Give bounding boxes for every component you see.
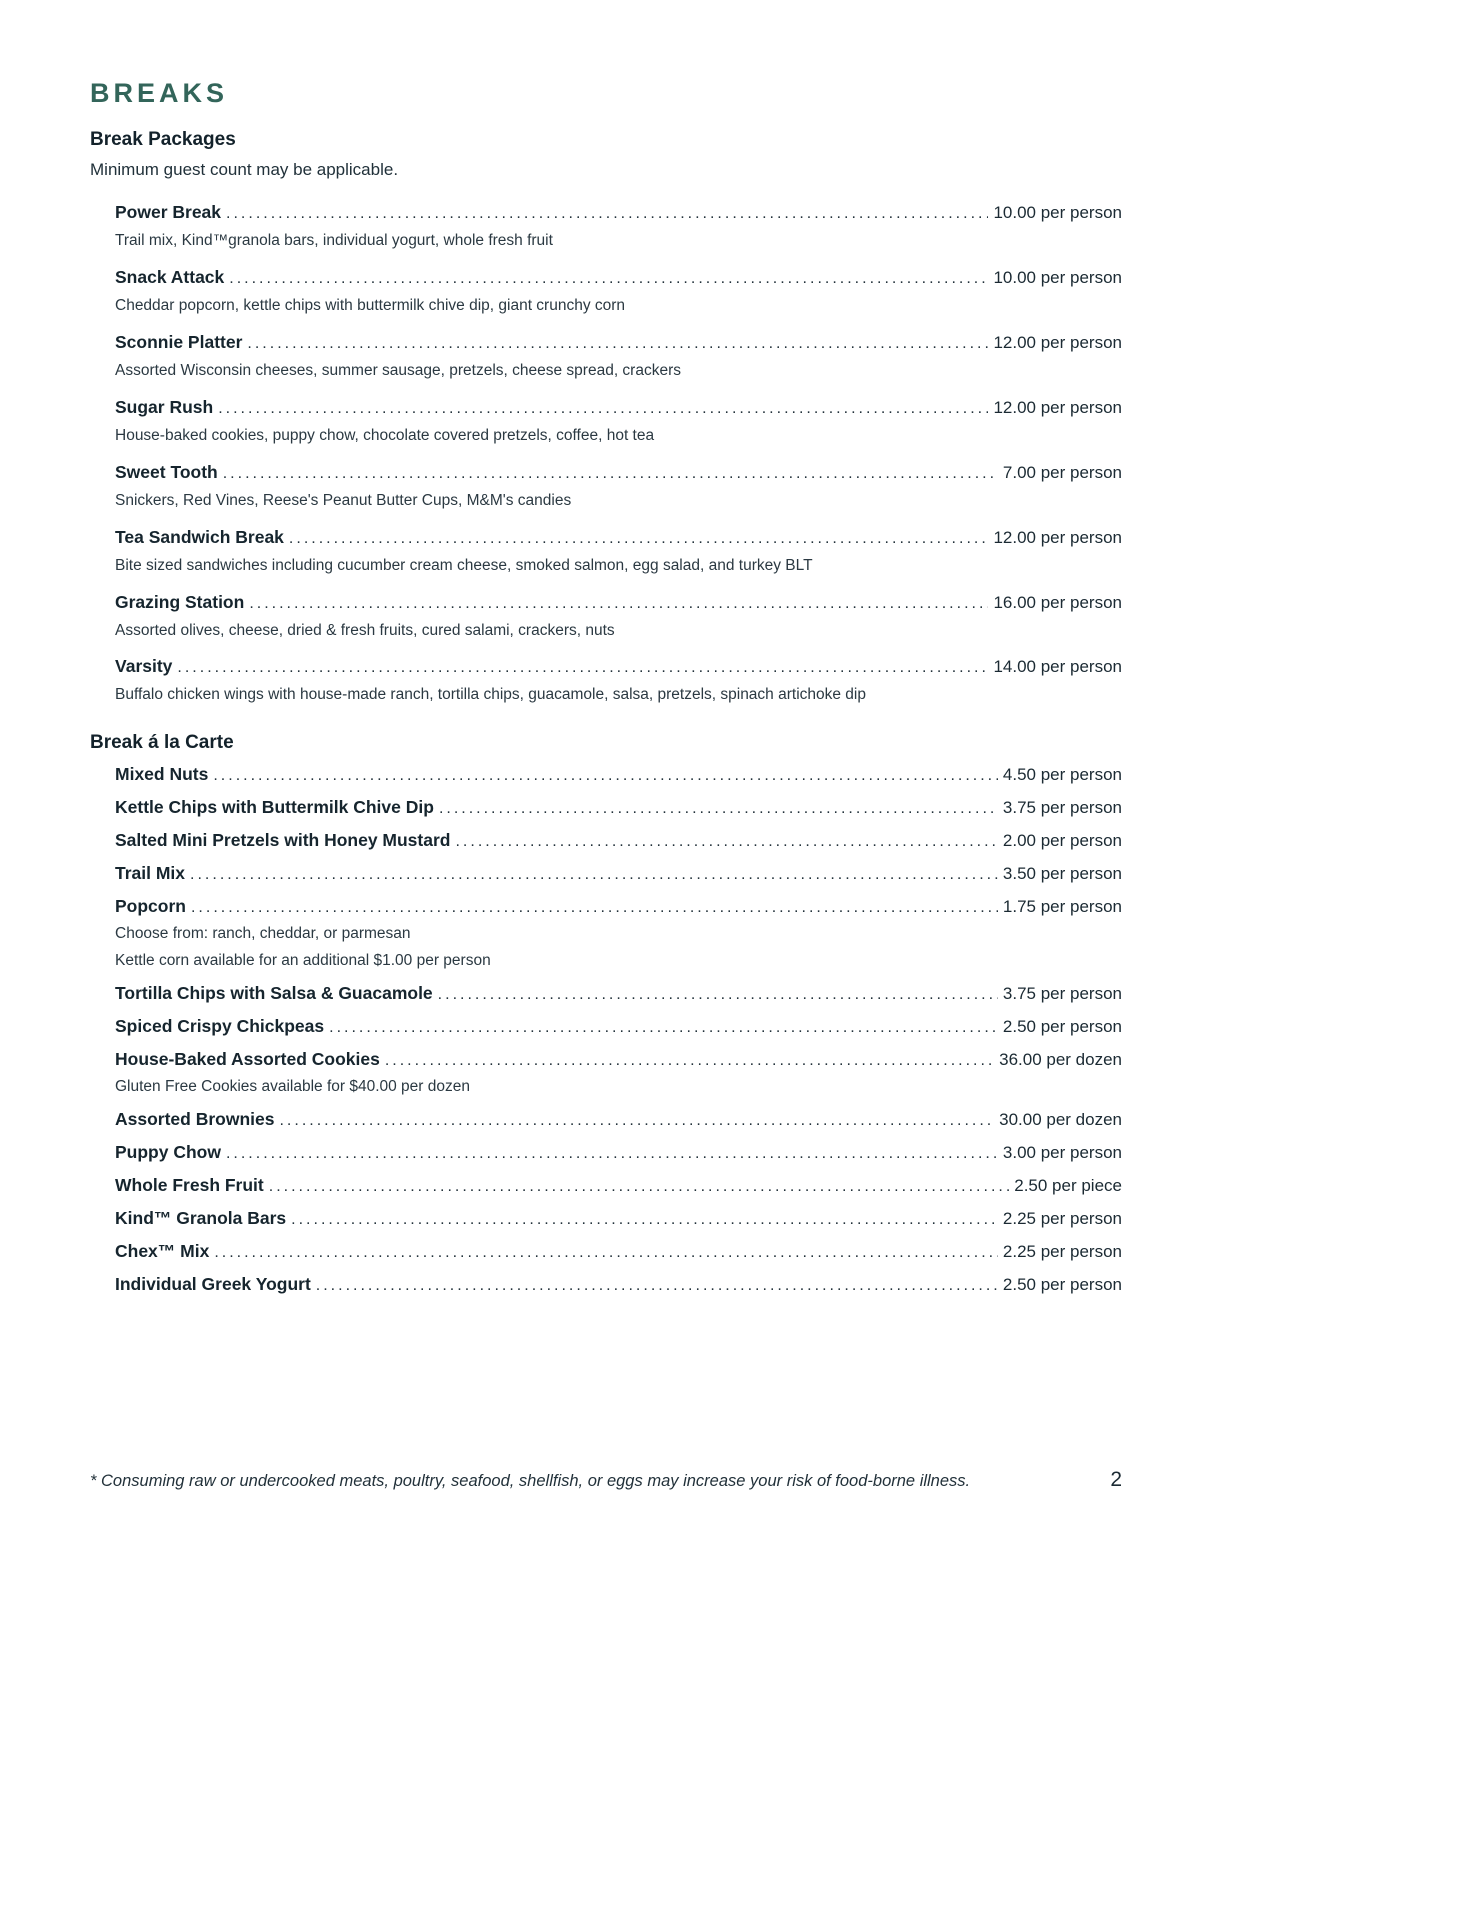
item-name: Sconnie Platter (115, 331, 243, 352)
dot-leader (385, 1049, 994, 1072)
menu-item-row (115, 200, 1122, 226)
menu-item (115, 763, 1122, 787)
menu-item (115, 1015, 1122, 1039)
menu-item-row (115, 330, 1122, 356)
item-description: Assorted Wisconsin cheeses, summer sausage, pretzels, cheese spread, crackers (115, 361, 681, 379)
item-price: 10.00 per person (993, 267, 1122, 287)
menu-item-row (115, 1207, 1122, 1231)
item-price: 30.00 per dozen (999, 1110, 1122, 1130)
item-description: Kettle corn available for an additional $1.00 per person (115, 952, 491, 970)
section-heading: Break Packages (90, 129, 236, 150)
menu-item-row (115, 895, 1122, 919)
menu-item (115, 982, 1122, 1006)
item-name: Popcorn (115, 896, 186, 917)
dot-leader (223, 462, 998, 486)
dot-leader (438, 983, 998, 1006)
menu-item (115, 200, 1122, 252)
menu-item (115, 862, 1122, 886)
dot-leader (214, 1241, 998, 1264)
menu-item (115, 796, 1122, 820)
dot-leader (439, 797, 998, 820)
item-price: 2.00 per person (1002, 831, 1122, 851)
menu-item (115, 829, 1122, 853)
dot-leader (226, 1142, 998, 1165)
item-name: Snack Attack (115, 266, 225, 287)
menu-item (115, 590, 1122, 642)
menu-item-row (115, 395, 1122, 421)
dot-leader (247, 332, 988, 356)
item-name: Kind™ Granola Bars (115, 1208, 287, 1229)
menu-item-row (115, 1273, 1122, 1297)
menu-item-row (115, 1048, 1122, 1072)
item-price: 12.00 per person (993, 332, 1122, 352)
menu-item (115, 1240, 1122, 1264)
dot-leader (226, 202, 988, 226)
item-price: 10.00 per person (993, 203, 1122, 222)
menu-item (115, 265, 1122, 317)
item-price: 16.00 per person (993, 592, 1122, 612)
item-description: Snickers, Red Vines, Reese's Peanut Butter Cups, M&M's candies (115, 491, 572, 509)
item-price: 3.75 per person (1002, 798, 1122, 818)
item-description: Choose from: ranch, cheddar, or parmesan (115, 925, 411, 943)
menu-item-row (115, 1240, 1122, 1264)
item-price: 3.00 per person (1002, 1143, 1122, 1163)
item-name: Spiced Crispy Chickpeas (115, 1016, 325, 1037)
menu-item-row (115, 525, 1122, 551)
page-footer (90, 1468, 1122, 1492)
dot-leader (289, 527, 989, 551)
page-title: BREAKS (90, 78, 229, 108)
menu-item-row (115, 1141, 1122, 1165)
dot-leader (177, 656, 988, 680)
section-break-a-la-carte (90, 732, 1122, 1297)
a-la-carte-items (90, 763, 1122, 1297)
menu-item (115, 654, 1122, 706)
menu-item-row (115, 265, 1122, 291)
item-name: Power Break (115, 202, 222, 222)
item-description: Trail mix, Kind™granola bars, individual yogurt, whole fresh fruit (115, 232, 553, 249)
section-break-packages (90, 129, 1122, 706)
menu-item-row (115, 862, 1122, 886)
menu-item (115, 895, 1122, 973)
menu-item (115, 1207, 1122, 1231)
menu-item (115, 1141, 1122, 1165)
item-description: Assorted olives, cheese, dried & fresh fruits, cured salami, crackers, nuts (115, 621, 615, 639)
menu-item-row (115, 460, 1122, 486)
menu-item-row (115, 796, 1122, 820)
item-name: Sweet Tooth (115, 461, 218, 482)
item-description: Cheddar popcorn, kettle chips with buttermilk chive dip, giant crunchy corn (115, 296, 626, 314)
menu-item (115, 330, 1122, 382)
item-name: Tortilla Chips with Salsa & Guacamole (115, 983, 433, 1004)
menu-item-row (115, 590, 1122, 616)
item-description: House-baked cookies, puppy chow, chocolate covered pretzels, coffee, hot tea (115, 426, 655, 444)
item-price: 36.00 per dozen (999, 1050, 1122, 1070)
menu-item-row (115, 654, 1122, 680)
dot-leader (455, 830, 997, 853)
item-price: 2.25 per person (1002, 1209, 1122, 1229)
item-name: Tea Sandwich Break (115, 526, 284, 547)
item-name: Whole Fresh Fruit (115, 1175, 264, 1196)
item-name: Kettle Chips with Buttermilk Chive Dip (115, 797, 434, 818)
item-price: 14.00 per person (993, 657, 1122, 677)
menu-item-row (115, 763, 1122, 787)
dot-leader (191, 896, 998, 919)
item-price: 2.50 per person (1002, 1275, 1122, 1295)
item-name: Grazing Station (115, 591, 245, 612)
item-name: Sugar Rush (115, 396, 214, 417)
page-number: 2 (1110, 1468, 1122, 1491)
item-price: 3.75 per person (1002, 984, 1122, 1004)
dot-leader (279, 1109, 994, 1132)
menu-item (115, 1174, 1122, 1198)
item-price: 12.00 per person (993, 527, 1122, 547)
dot-leader (190, 863, 998, 886)
menu-item (115, 1273, 1122, 1297)
dot-leader (269, 1175, 1010, 1198)
item-price: 7.00 per person (1002, 462, 1122, 482)
menu-item-row (115, 1174, 1122, 1198)
item-name: Individual Greek Yogurt (115, 1274, 311, 1295)
item-description: Buffalo chicken wings with house-made ranch, tortilla chips, guacamole, salsa, pretzels, spinach artichoke dip (115, 686, 866, 704)
menu-item-row (115, 982, 1122, 1006)
menu-item-row (115, 1015, 1122, 1039)
item-name: Chex™ Mix (115, 1241, 210, 1262)
menu-item (115, 1108, 1122, 1132)
dot-leader (249, 592, 988, 616)
menu-item (115, 460, 1122, 512)
break-packages-items (90, 200, 1122, 706)
dot-leader (213, 764, 998, 787)
item-name: Puppy Chow (115, 1142, 221, 1163)
item-description: Gluten Free Cookies available for $40.00 per dozen (115, 1078, 470, 1096)
footer-disclaimer: * Consuming raw or undercooked meats, poultry, seafood, shellfish, or eggs may increase your risk of food-borne illness. (90, 1472, 971, 1490)
item-price: 2.25 per person (1002, 1242, 1122, 1262)
dot-leader (229, 267, 988, 291)
dot-leader (329, 1016, 998, 1039)
section-heading: Break á la Carte (90, 732, 234, 754)
dot-leader (291, 1208, 998, 1231)
item-description: Bite sized sandwiches including cucumber cream cheese, smoked salmon, egg salad, and turkey BLT (115, 556, 813, 574)
item-name: House-Baked Assorted Cookies (115, 1049, 380, 1070)
menu-item-row (115, 829, 1122, 853)
menu-item (115, 395, 1122, 447)
item-price: 4.50 per person (1002, 765, 1122, 785)
dot-leader (316, 1274, 998, 1297)
menu-item-row (115, 1108, 1122, 1132)
item-name: Mixed Nuts (115, 764, 209, 785)
section-note: Minimum guest count may be applicable. (90, 160, 399, 179)
item-price: 12.00 per person (993, 397, 1122, 417)
item-name: Trail Mix (115, 863, 186, 884)
dot-leader (218, 397, 988, 421)
item-price: 1.75 per person (1002, 897, 1122, 917)
item-name: Assorted Brownies (115, 1109, 275, 1130)
menu-item (115, 525, 1122, 577)
menu-item (115, 1048, 1122, 1099)
item-price: 2.50 per piece (1014, 1176, 1122, 1196)
menu-page (90, 78, 1122, 1306)
item-price: 2.50 per person (1002, 1017, 1122, 1037)
item-name: Salted Mini Pretzels with Honey Mustard (115, 830, 451, 851)
item-price: 3.50 per person (1002, 864, 1122, 884)
item-name: Varsity (115, 656, 173, 677)
